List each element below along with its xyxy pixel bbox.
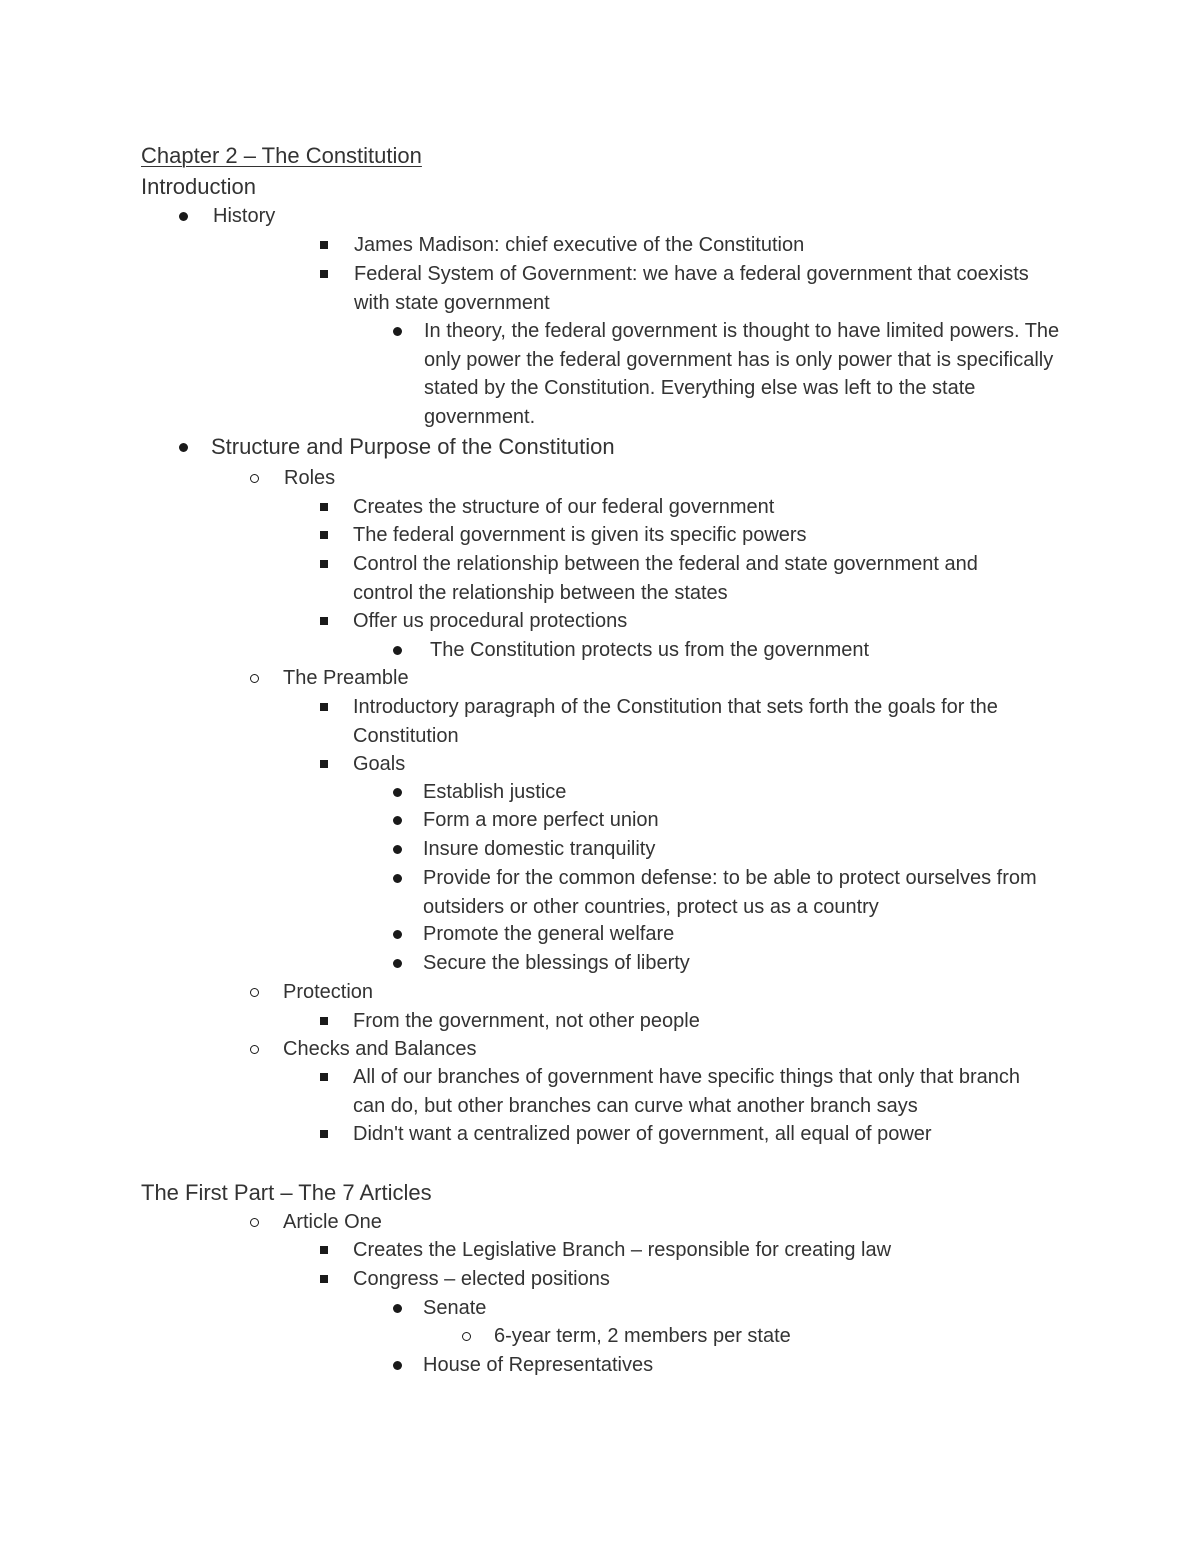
circle-bullet-icon bbox=[244, 1035, 264, 1064]
list-item: Offer us procedural protections bbox=[353, 607, 1053, 636]
list-item: House of Representatives bbox=[423, 1351, 1063, 1380]
disc-bullet-icon bbox=[387, 864, 407, 893]
section-heading-introduction: Introduction bbox=[141, 174, 256, 199]
list-item: Checks and Balances bbox=[283, 1035, 1083, 1064]
list-item: Provide for the common defense: to be able to protect ourselves from outsiders or other countries, protect us as a country bbox=[423, 864, 1053, 921]
circle-bullet-icon bbox=[244, 664, 264, 693]
square-bullet-icon bbox=[314, 231, 334, 260]
list-item: Federal System of Government: we have a federal government that coexists with state government bbox=[354, 260, 1034, 317]
square-bullet-icon bbox=[314, 607, 334, 636]
disc-bullet-icon bbox=[387, 806, 407, 835]
list-item: Didn't want a centralized power of government, all equal of power bbox=[353, 1120, 1053, 1149]
square-bullet-icon bbox=[314, 1120, 334, 1149]
square-bullet-icon bbox=[314, 1265, 334, 1294]
square-bullet-icon bbox=[314, 1007, 334, 1036]
square-bullet-icon bbox=[314, 493, 334, 522]
list-item: Promote the general welfare bbox=[423, 920, 1063, 949]
circle-bullet-icon bbox=[244, 1208, 264, 1237]
disc-bullet-icon bbox=[173, 433, 193, 462]
list-item: Insure domestic tranquility bbox=[423, 835, 1063, 864]
list-item: Creates the structure of our federal government bbox=[353, 493, 1053, 522]
list-item: Article One bbox=[283, 1208, 1083, 1237]
list-item: The Constitution protects us from the government bbox=[430, 636, 1070, 665]
square-bullet-icon bbox=[314, 260, 334, 289]
list-item: The federal government is given its specific powers bbox=[353, 521, 1053, 550]
disc-bullet-icon bbox=[387, 920, 407, 949]
disc-bullet-icon bbox=[387, 1294, 407, 1323]
disc-bullet-icon bbox=[387, 636, 407, 665]
disc-bullet-icon bbox=[173, 202, 193, 231]
disc-bullet-icon bbox=[387, 778, 407, 807]
section-heading-first-part: The First Part – The 7 Articles bbox=[141, 1180, 432, 1205]
list-item: Establish justice bbox=[423, 778, 1063, 807]
square-bullet-icon bbox=[314, 550, 334, 579]
list-item: The Preamble bbox=[283, 664, 1083, 693]
list-item: Introductory paragraph of the Constitution that sets forth the goals for the Constitution bbox=[353, 693, 1063, 750]
list-item: Protection bbox=[283, 978, 1083, 1007]
list-item: Goals bbox=[353, 750, 1053, 779]
circle-bullet-icon bbox=[244, 978, 264, 1007]
circle-bullet-icon bbox=[456, 1322, 476, 1351]
disc-bullet-icon bbox=[387, 1351, 407, 1380]
square-bullet-icon bbox=[314, 521, 334, 550]
list-item: Structure and Purpose of the Constitution bbox=[211, 433, 1111, 462]
list-item: Form a more perfect union bbox=[423, 806, 1063, 835]
square-bullet-icon bbox=[314, 693, 334, 722]
list-item: From the government, not other people bbox=[353, 1007, 1053, 1036]
disc-bullet-icon bbox=[387, 949, 407, 978]
list-item: 6-year term, 2 members per state bbox=[494, 1322, 1094, 1351]
disc-bullet-icon bbox=[387, 317, 407, 346]
list-item: History bbox=[213, 202, 1113, 231]
square-bullet-icon bbox=[314, 1063, 334, 1092]
list-item: Senate bbox=[423, 1294, 1063, 1323]
square-bullet-icon bbox=[314, 750, 334, 779]
list-item: Control the relationship between the federal and state government and control the relationship between the states bbox=[353, 550, 1043, 607]
disc-bullet-icon bbox=[387, 835, 407, 864]
list-item: Roles bbox=[284, 464, 1084, 493]
list-item: Congress – elected positions bbox=[353, 1265, 1053, 1294]
square-bullet-icon bbox=[314, 1236, 334, 1265]
circle-bullet-icon bbox=[244, 464, 264, 493]
list-item: In theory, the federal government is thought to have limited powers. The only power the federal government has is only power that is specifically stated by the Constitution. Everything else was left to the state government. bbox=[424, 317, 1064, 431]
list-item: Secure the blessings of liberty bbox=[423, 949, 1063, 978]
page-title: Chapter 2 – The Constitution bbox=[141, 143, 422, 168]
list-item: All of our branches of government have specific things that only that branch can do, but other branches can curve what another branch says bbox=[353, 1063, 1043, 1120]
list-item: Creates the Legislative Branch – responsible for creating law bbox=[353, 1236, 1053, 1265]
list-item: James Madison: chief executive of the Constitution bbox=[354, 231, 1054, 260]
